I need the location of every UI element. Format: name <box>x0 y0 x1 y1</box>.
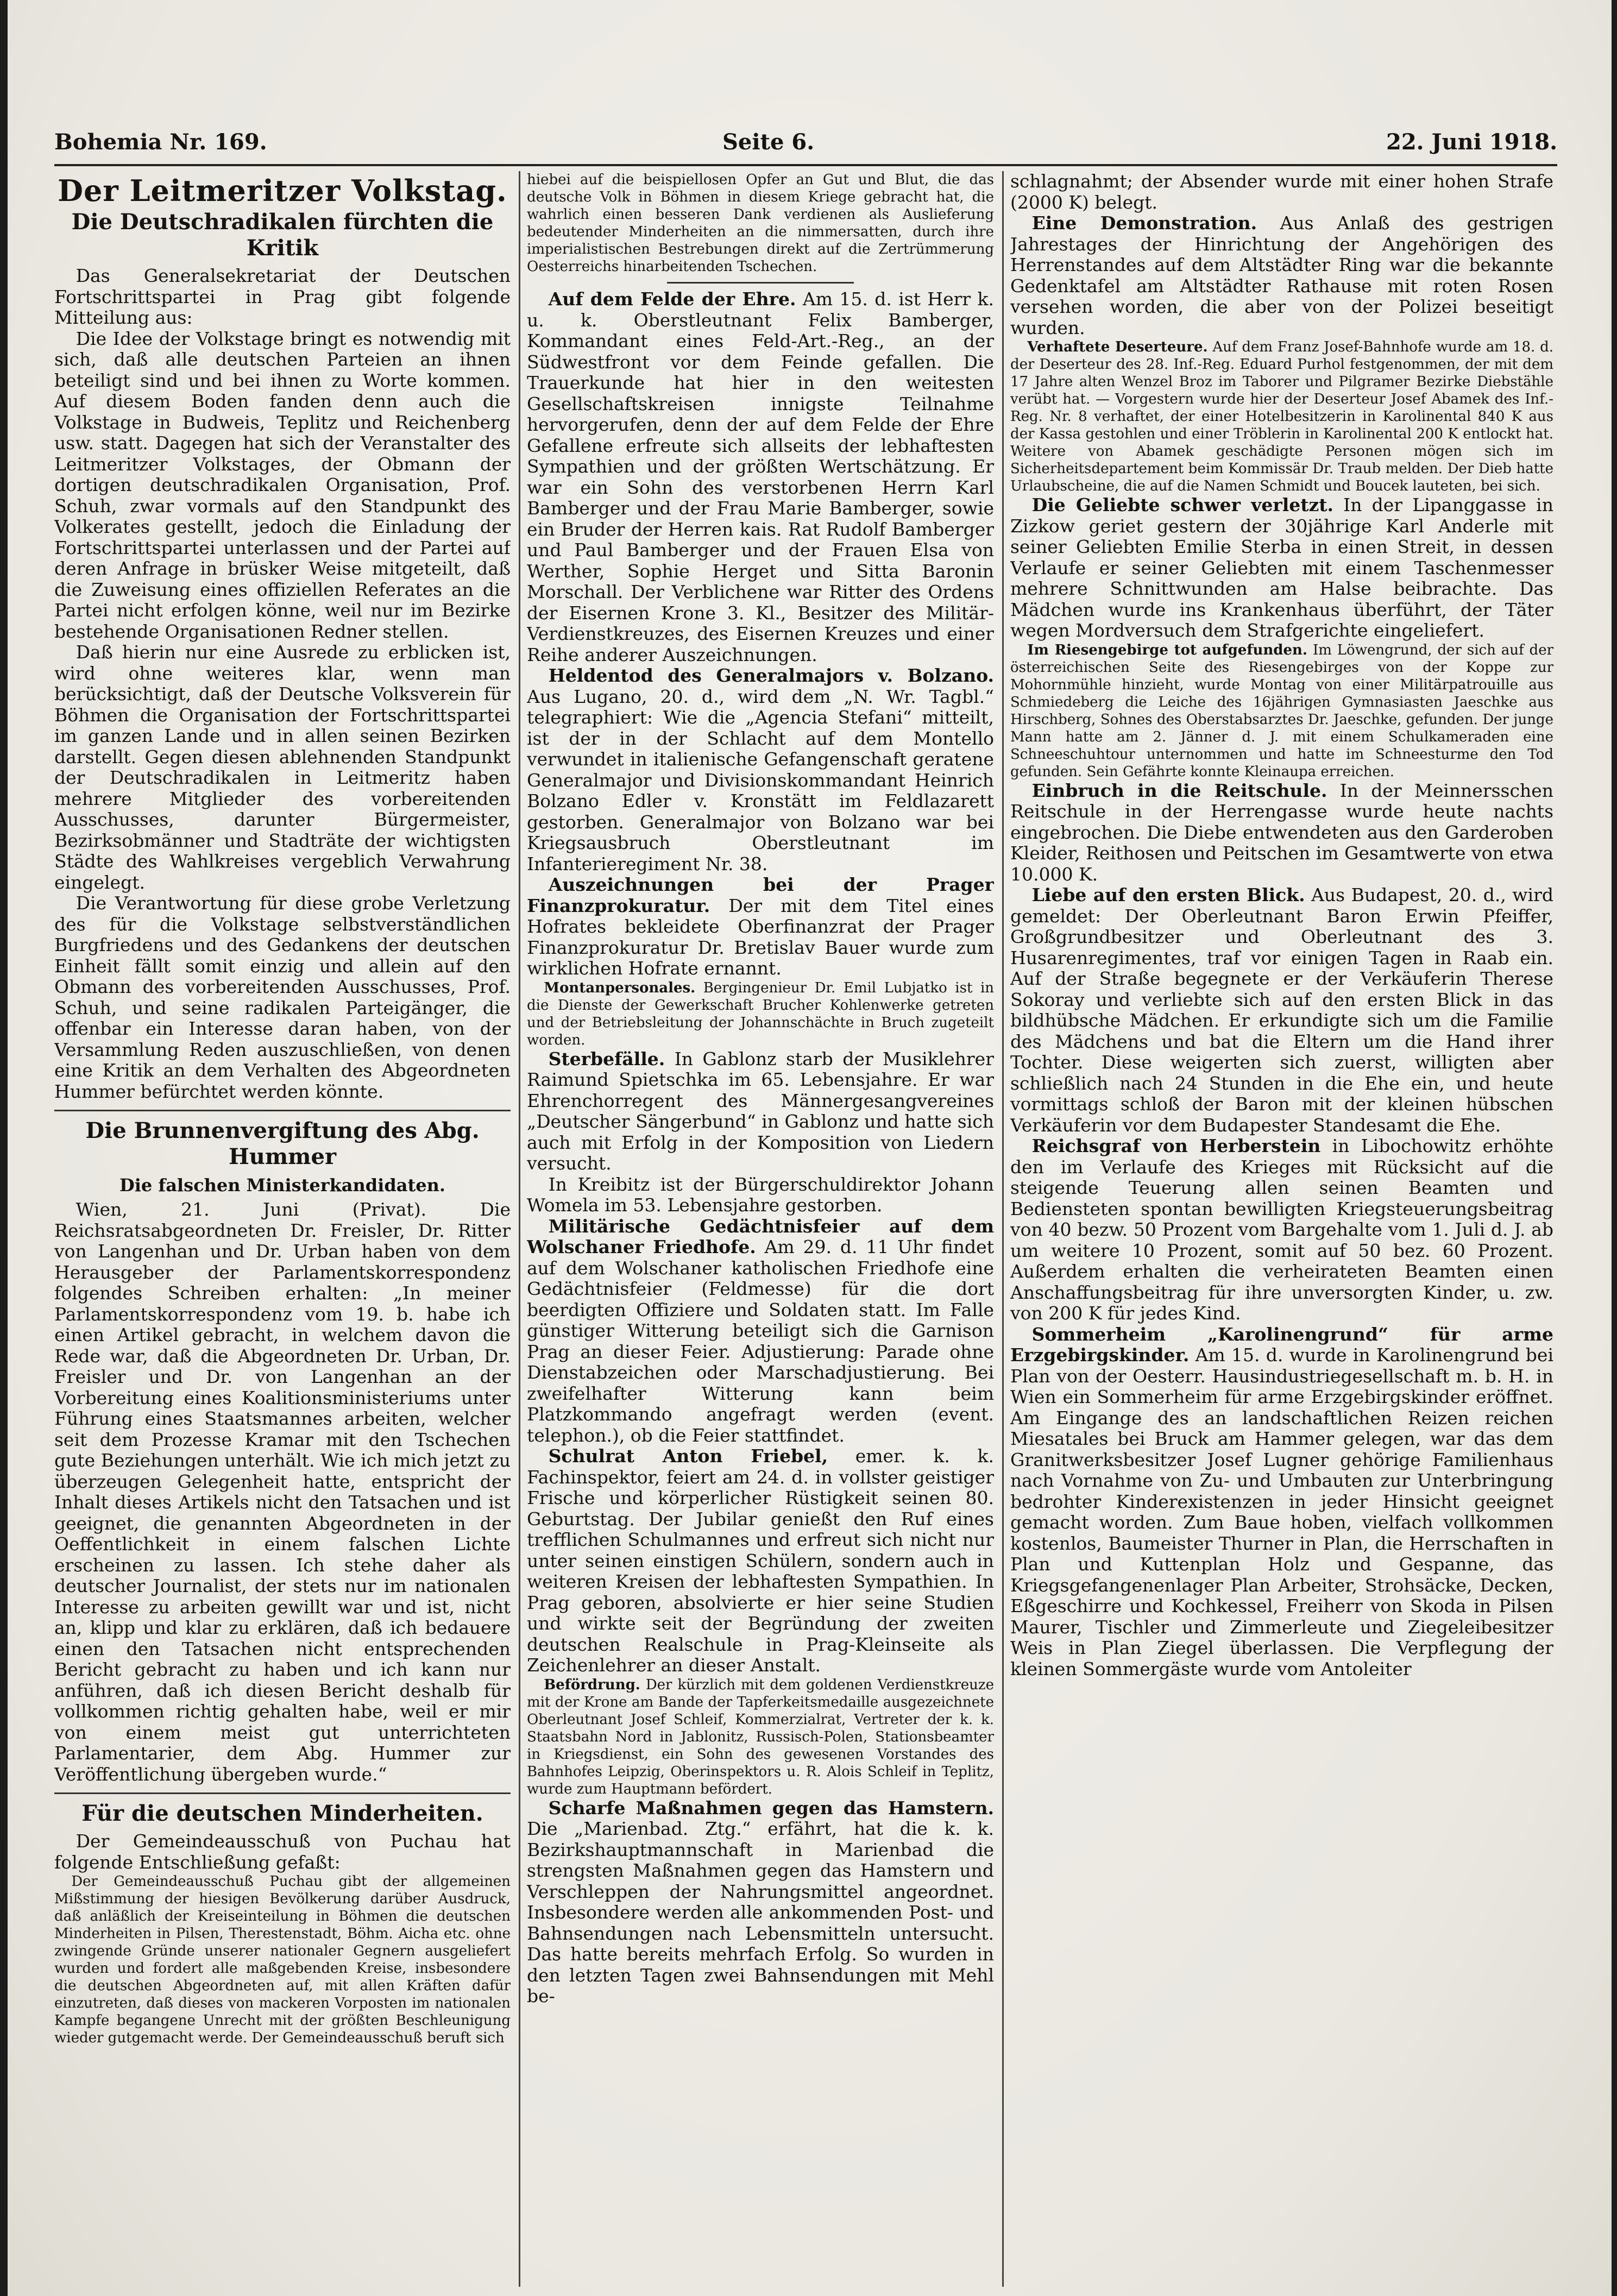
article-separator <box>54 1110 511 1111</box>
news-item-head: Scharfe Maßnahmen gegen das Hamstern. <box>548 1797 994 1819</box>
column-divider-1 <box>519 171 520 2287</box>
news-item-text: In der Meinnersschen Reitschule in der Herrengasse wurde heute nachts eingebrochen. Die Diebe entwendeten aus den Garderoben Kleider, Reithosen und Peitschen im Gesamtwerte von etwa 10.000 K. <box>1010 779 1553 885</box>
article-separator <box>667 282 854 284</box>
news-item-head: Einbruch in die Reitschule. <box>1031 779 1327 801</box>
news-item <box>1010 885 1553 1136</box>
column-3 <box>1010 171 1553 2287</box>
article-separator <box>54 1792 511 1794</box>
scan-edge-right <box>1612 0 1617 2296</box>
news-item-head: Die Geliebte schwer verletzt. <box>1031 494 1334 515</box>
paragraph: Die Verantwortung für diese grobe Verletzung des für die Volkstage selbstverständlichen Burgfriedens und des Gedankens der deutschen Einheit fällt somit einzig und allein auf den Obmann des vorbereitenden Ausschusses, Prof. Schuh, und seine radikalen Parteigänger, die offenbar ein Interesse daran haben, von der Versammlung Reden auszuschließen, von denen eine Kritik an dem Verhalten des Abgeordneten Hummer befürchtet werden könnte. <box>54 892 511 1102</box>
news-item <box>527 1049 994 1174</box>
paragraph: Das Generalsekretariat der Deutschen Fortschrittspartei in Prag gibt folgende Mitteilung aus: <box>54 265 511 328</box>
news-item <box>1010 641 1553 781</box>
news-item-text: Der mit dem Titel eines Hofrates bekleidete Oberfinanzrat der Prager Finanzprokuratur Dr. Bretislav Bauer wurde zum wirklichen Hofrate ernannt. <box>527 895 994 979</box>
news-item <box>1010 1136 1553 1324</box>
news-item-text: Der kürzlich mit dem goldenen Verdienstkreuze mit der Krone am Bande der Tapferkeitsmedaille ausgezeichnete Oberleutnant Josef Schleif, Kommerzialrat, Vertreter der k. k. Staatsbahn Nord in Jablonitz, Russisch-Polen, Stationsbeamter in Kriegsdienst, ein Sohn des gewesenen Vorstandes des Bahnhofes Leipzig, Oberinspektors u. R. Alois Schleif in Teplitz, wurde zum Hauptmann befördert. <box>527 1676 994 1797</box>
article-title-brunnenvergiftung: Die Brunnenvergiftung des Abg. Hummer <box>85 1118 480 1169</box>
paragraph-small: Der Gemeindeausschuß Puchau gibt der allgemeinen Mißstimmung der hiesigen Bevölkerung darüber Ausdruck, daß anläßlich der Kreiseinteilung in Böhmen die deutschen Minderheiten in Pilsen, Therestenstadt, Böhm. Aicha etc. ohne zwingende Gründe unserer nationaler Gegnern ausgeliefert wurden und fordert alle maßgebenden Kreise, insbesondere die deutschen Abgeordneten auf, mit allen Kräften dafür einzutreten, daß dieses von mackeren Vorposten im nationalen Kampfe begangene Unrecht mit der größten Beschleunigung wieder gutgemacht werde. Der Gemeindeausschuß beruft sich <box>54 1873 511 2046</box>
news-item-text: Am 15. d. wurde in Karolinengrund bei Plan von der Oesterr. Hausindustriegesellschaft m. b. H. in Wien ein Sommerheim für arme Erzgebirgskinder eröffnet. Am Eingange des an landschaftlichen Reizen reichen Miesatales bei Bruck am Hammer gelegen, war das dem Granitwerksbesitzer Josef Lugner gehörige Familienhaus nach Vornahme von Zu- und Umbauten zur Unterbringung bedrohter Kinderexistenzen in jeder Hinsicht geeignet gemacht worden. Zum Baue hoben, vielfach vollkommen kostenlos, Baumeister Thurner in Plan, die Herrschaften in Plan und Kuttenplan Holz und Gespanne, das Kriegsgefangenenlager Plan Arbeiter, Strohsäcke, Decken, Eßgeschirre und Kochkessel, Freiherr von Skoda in Pilsen Maurer, Tischler und Zimmerleute und Ziegeleibesitzer Weis in Plan Ziegel überlassen. Die Verpflegung der kleinen Sommergäste wurde vom Antoleiter <box>1010 1344 1553 1679</box>
column-divider-2 <box>1002 171 1004 2287</box>
news-item-text: Am 15. d. ist Herr k. u. k. Oberstleutnant Felix Bamberger, Kommandant eines Feld-Art.-Reg., an der Südwestfront vor dem Feinde gefallen. Die Trauerkunde hat hier in den weitesten Gesellschaftskreisen innigste Teilnahme hervorgerufen, denn der auf dem Felde der Ehre Gefallene erfreute sich allseits der lebhaftesten Sympathien und der größten Wertschätzung. Er war ein Sohn des verstorbenen Herrn Karl Bamberger und der Frau Marie Bamberger, sowie ein Bruder der Herren kais. Rat Rudolf Bamberger und Paul Bamberger und der Frauen Elsa von Werther, Sophie Herget und Sitta Baronin Morschall. Der Verblichene war Ritter des Ordens der Eisernen Krone 3. Kl., Besitzer des Militär-Verdienstkreuzes, des Eisernen Kreuzes und einer Reihe anderer Auszeichnungen. <box>527 288 994 665</box>
news-item-head: Sterbefälle. <box>548 1048 665 1070</box>
paragraph: In Kreibitz ist der Bürgerschuldirektor Johann Womela im 53. Lebensjahre gestorben. <box>527 1173 994 1216</box>
news-item-text: Bergingenieur Dr. Emil Lubjatko ist in die Dienste der Gewerkschaft Brucher Kohlenwerke getreten und der Betriebsleitung der Johannschächte in Bruch zugeteilt worden. <box>527 979 994 1048</box>
news-item <box>527 665 994 875</box>
paragraph: Die Idee der Volkstage bringt es notwendig mit sich, daß alle deutschen Parteien an ihnen beteiligt sind und bei ihnen zu Worte kommen. Auf diesem Boden fanden denn auch die Volkstage in Budweis, Teplitz und Reichenberg usw. statt. Dagegen hat sich der Veranstalter des Leitmeritzer Volkstages, der Obmann der dortigen deutschradikalen Organisation, Prof. Schuh, zwar vormals auf den Standpunkt des Volkerates gestellt, jedoch die Einladung der Fortschrittspartei unterlassen und der Partei auf deren Anfrage in brüsker Weise mitgeteilt, daß die Zuweisung eines offiziellen Referates an die Partei nicht erfolgen könne, weil nur im Bezirke bestehende Organisationen Redner stellen. <box>54 328 511 642</box>
column-1 <box>54 171 511 2287</box>
news-item-head: Montanpersonales. <box>544 979 696 996</box>
column-2 <box>527 171 994 2287</box>
article-title-volkstag: Der Leitmeritzer Volkstag. <box>58 173 507 208</box>
news-item-head: Reichsgraf von Herberstein <box>1031 1135 1321 1156</box>
news-item-text: Im Löwengrund, der sich auf der österreichischen Seite des Riesengebirges von der Koppe zur Mohornmühle hinzieht, wurde Montag von einer Militärpatrouille aus Schmiedeberg die Leiche des 16jährigen Gymnasiasten Jaeschke aus Hirschberg, Sohnes des Oberstabsarztes Dr. Jaeschke, gefunden. Der junge Mann hatte am 2. Jänner d. J. mit einem Schulkameraden eine Schneeschuhtour unternommen und hatte im Schneesturme den Tod gefunden. Sein Gefährte konnte Kleinaupa erreichen. <box>1010 641 1553 780</box>
news-item <box>527 1216 994 1446</box>
header-date: 22. Juni 1918. <box>1386 129 1557 155</box>
news-item-text: in Libochowitz erhöhte den im Verlaufe des Krieges mit Rücksicht auf die steigende Teuerung allen seinen Beamten und Bediensteten spontan bewilligten Kriegsteuerungsbeitrag von 40 bezw. 50 Prozent vom Bargehalte vom 1. Juli d. J. ab um weitere 10 Prozent, somit auf 50 bez. 60 Prozent. Außerdem erhalten die verheirateten Beamten einen Anschaffungsbeitrag für ihre unversorgten Kinder, u. zw. von 200 K für jedes Kind. <box>1010 1135 1553 1324</box>
news-item-head: Heldentod des Generalmajors v. Bolzano. <box>548 665 994 686</box>
paragraph-small: hiebei auf die beispiellosen Opfer an Gut und Blut, die das deutsche Volk in Böhmen in diesem Kriege gebracht hat, die wahrlich einen besseren Dank verdienen als Auslieferung bedeutender Minderheiten an die nimmersatten, durch ihre imperialistischen Bestrebungen direkt auf die Zertrümmerung Oesterreichs hinarbeitenden Tschechen. <box>527 172 994 275</box>
news-item-head: Schulrat Anton Friebel, <box>548 1445 828 1467</box>
news-item <box>1010 1324 1553 1680</box>
news-item-text: In der Lipanggasse in Zizkow geriet gestern der 30jährige Karl Anderle mit seiner Geliebten Emilie Sterba in einen Streit, in dessen Verlaufe er seiner Geliebten mit einem Taschenmesser mehrere Schnittwunden am Halse beibrachte. Das Mädchen wurde ins Krankenhaus überführt, der Täter wegen Mordversuch dem Strafgerichte eingeliefert. <box>1010 494 1553 641</box>
news-item <box>527 1676 994 1798</box>
news-item <box>527 1798 994 2007</box>
paragraph: Der Gemeindeausschuß von Puchau hat folgende Entschließung gefaßt: <box>54 1830 511 1873</box>
news-item-text: Aus Lugano, 20. d., wird dem „N. Wr. Tagbl.“ telegraphiert: Wie die „Agencia Stefani“ mitteilt, ist der in der Schlacht auf dem Montello verwundet in italienische Gefangenschaft geratene Generalmajor und Divisionskommandant Heinrich Bolzano Edler v. Kronstätt im Feldlazarett gestorben. Generalmajor von Bolzano war bei Kriegsausbruch Oberstleutnant im Infanterieregiment Nr. 38. <box>527 685 994 875</box>
header-rule <box>54 164 1557 166</box>
article-subtitle-volkstag: Die Deutschradikalen fürchten die Kritik <box>71 209 494 261</box>
news-item-head: Militärische Gedächtnisfeier auf dem Wolschaner Friedhofe. <box>527 1215 994 1257</box>
news-item-head: Auszeichnungen bei der Prager Finanzprokuratur. <box>527 874 994 916</box>
news-item <box>1010 495 1553 641</box>
news-item-head: Sommerheim „Karolinengrund“ für arme Erzgebirgskinder. <box>1010 1323 1553 1366</box>
news-item <box>527 979 994 1049</box>
header-page-number: Seite 6. <box>722 129 815 155</box>
header-issue: Bohemia Nr. 169. <box>54 129 267 155</box>
news-item-text: In Gablonz starb der Musiklehrer Raimund Spietschka im 65. Lebensjahre. Er war Ehrenchorregent des Männergesangvereines „Deutscher Sängerbund“ in Gablonz und hatte sich auch mit Erfolg in der Komposition von Liedern versucht. <box>527 1048 994 1174</box>
news-item <box>527 289 994 665</box>
paragraph: schlagnahmt; der Absender wurde mit einer hohen Strafe (2000 K) belegt. <box>1010 171 1553 213</box>
news-item <box>1010 338 1553 495</box>
news-item-text: emer. k. k. Fachinspektor, feiert am 24. d. in vollster geistiger Frische und körperlicher Rüstigkeit seinen 80. Geburtstag. Der Jubilar genießt den Ruf eines trefflichen Schulmannes und erfreut sich nicht nur unter seinen einstigen Schülern, sondern auch in weiteren Kreisen der lebhaftesten Sympathien. In Prag geboren, absolvierte er hier seine Studien und wirkte seit der Begründung der zweiten deutschen Realschule in Prag-Kleinseite als Zeichenlehrer an dieser Anstalt. <box>527 1445 994 1676</box>
news-item <box>527 1446 994 1676</box>
news-item-text: Die „Marienbad. Ztg.“ erfährt, hat die k. k. Bezirkshauptmannschaft in Marienbad die strengsten Maßnahmen gegen das Hamstern und Verschleppen der Nahrungsmittel angeordnet. Insbesondere werden alle ankommenden Post- und Bahnsendungen nach Lebensmitteln untersucht. Das hatte bereits mehrfach Erfolg. So wurden in den letzten Tagen zwei Bahnsendungen mit Mehl be- <box>527 1818 994 2006</box>
news-item-head: Verhaftete Deserteure. <box>1027 339 1208 355</box>
paragraph: Wien, 21. Juni (Privat). Die Reichsratsabgeordneten Dr. Freisler, Dr. Ritter von Langenhan und Dr. Urban haben von dem Herausgeber der Parlamentskorrespondenz folgendes Schreiben erhalten: „In meiner Parlamentskorrespondenz vom 19. b. habe ich einen Artikel gebracht, in welchem davon die Rede war, daß die Abgeordneten Dr. Urban, Dr. Freisler und Dr. von Langenhan an der Vorbereitung eines Koalitionsministeriums unter Führung eines Staatsmannes arbeiten, welcher seit dem Prozesse Kramar mit den Tschechen gute Beziehungen unterhält. Wie ich mich jetzt zu überzeugen Gelegenheit hatte, entspricht der Inhalt dieses Artikels nicht den Tatsachen und ist geeignet, die genannten Abgeordneten in der Oeffentlichkeit in einem falschen Lichte erscheinen zu lassen. Ich stehe daher als deutscher Journalist, der stets nur im nationalen Interesse zu arbeiten gewillt war und ist, nicht an, klipp und klar zu erklären, daß ich bedauere einen den Tatsachen nicht entsprechenden Bericht gebracht zu haben und ich kann nur anführen, daß ich diesen Bericht deshalb für vollkommen richtig gehalten habe, weil er mir von einem meist gut unterrichteten Parlamentarier, dem Abg. Hummer zur Veröffentlichung übergeben wurde.“ <box>54 1199 511 1785</box>
news-item-head: Eine Demonstration. <box>1031 212 1257 234</box>
article-title-minderheiten: Für die deutschen Minderheiten. <box>81 1801 483 1826</box>
scan-edge-left <box>0 0 8 2296</box>
news-item-head: Auf dem Felde der Ehre. <box>548 288 796 310</box>
news-item-head: Liebe auf den ersten Blick. <box>1031 884 1305 905</box>
news-item <box>1010 213 1553 338</box>
news-item-head: Im Riesengebirge tot aufgefunden. <box>1027 641 1307 658</box>
news-item-head: Befördrung. <box>544 1676 640 1693</box>
news-item <box>1010 781 1553 885</box>
news-item-text: Aus Anlaß des gestrigen Jahrestages der Hinrichtung der Angehörigen des Herrenstandes auf dem Altstädter Ring war die bekannte Gedenktafel am Altstädter Rathause mit roten Rosen versehen worden, die aber von der Polizei beseitigt wurden. <box>1010 212 1553 338</box>
news-item-text: Am 29. d. 11 Uhr findet auf dem Wolschaner katholischen Friedhofe eine Gedächtnisfeier (Feldmesse) für die dort beerdigten Offiziere und Soldaten statt. Im Falle günstiger Witterung beteiligt sich die Garnison Prag an dieser Feier. Adjustierung: Parade ohne Dienstabzeichen oder Marschadjustierung. Bei zweifelhafter Witterung kann beim Platzkommando angefragt werden (event. telephon.), ob die Feier stattfindet. <box>527 1236 994 1446</box>
news-item-text: Auf dem Franz Josef-Bahnhofe wurde am 18. d. der Deserteur des 28. Inf.-Reg. Eduard Purhol festgenommen, der mit dem 17 Jahre alten Wenzel Broz im Taborer und Pilgramer Bezirke Diebstähle verübt hat. — Vorgestern wurde hier der Deserteur Josef Abamek des Inf.-Reg. Nr. 8 verhaftet, der einer Hotelbesitzerin in Karolinental 840 K aus der Kassa gestohlen und einer Tröblerin in Karolinental 200 K entlockt hat. Weitere von Abamek geschädigte Personen mögen sich im Sicherheitsdepartement beim Kommissär Dr. Traub melden. Der Dieb hatte Urlaubscheine, die auf die Namen Schmidt und Boucek lauteten, bei sich. <box>1010 339 1553 494</box>
news-item-text: Aus Budapest, 20. d., wird gemeldet: Der Oberleutnant Baron Erwin Pfeiffer, Großgrundbesitzer und Oberleutnant des 3. Husarenregimentes, traf vor einigen Tagen in Raab ein. Auf der Straße begegnete er der Verkäuferin Therese Sokoray und verliebte sich auf den ersten Blick in das bildhübsche Mädchen. Er erkundigte sich um die Familie des Mädchens und bat die Eltern um die Hand ihrer Tochter. Diese weigerten sich zuerst, willigten aber schließlich nach 24 Stunden in die Ehe ein, und heute vormittags schloß der Baron mit der kleinen hübschen Verkäuferin vor dem Budapester Standesamt die Ehe. <box>1010 884 1553 1136</box>
page-header <box>54 126 1557 164</box>
paragraph: Daß hierin nur eine Ausrede zu erblicken ist, wird ohne weiteres klar, wenn man berücksichtigt, daß der Deutsche Volksverein für Böhmen die Organisation der Fortschrittspartei im ganzen Lande und in allen seinen Bezirken darstellt. Gegen diesen ablehnenden Standpunkt der Deutschradikalen in Leitmeritz haben mehrere Mitglieder des vorbereitenden Ausschusses, darunter Bürgermeister, Bezirksobmänner und Stadträte der wichtigsten Städte des Wahlkreises vergeblich Verwahrung eingelegt. <box>54 641 511 893</box>
news-item <box>527 875 994 979</box>
article-subtitle-ministerkandidaten: Die falschen Ministerkandidaten. <box>119 1175 445 1196</box>
